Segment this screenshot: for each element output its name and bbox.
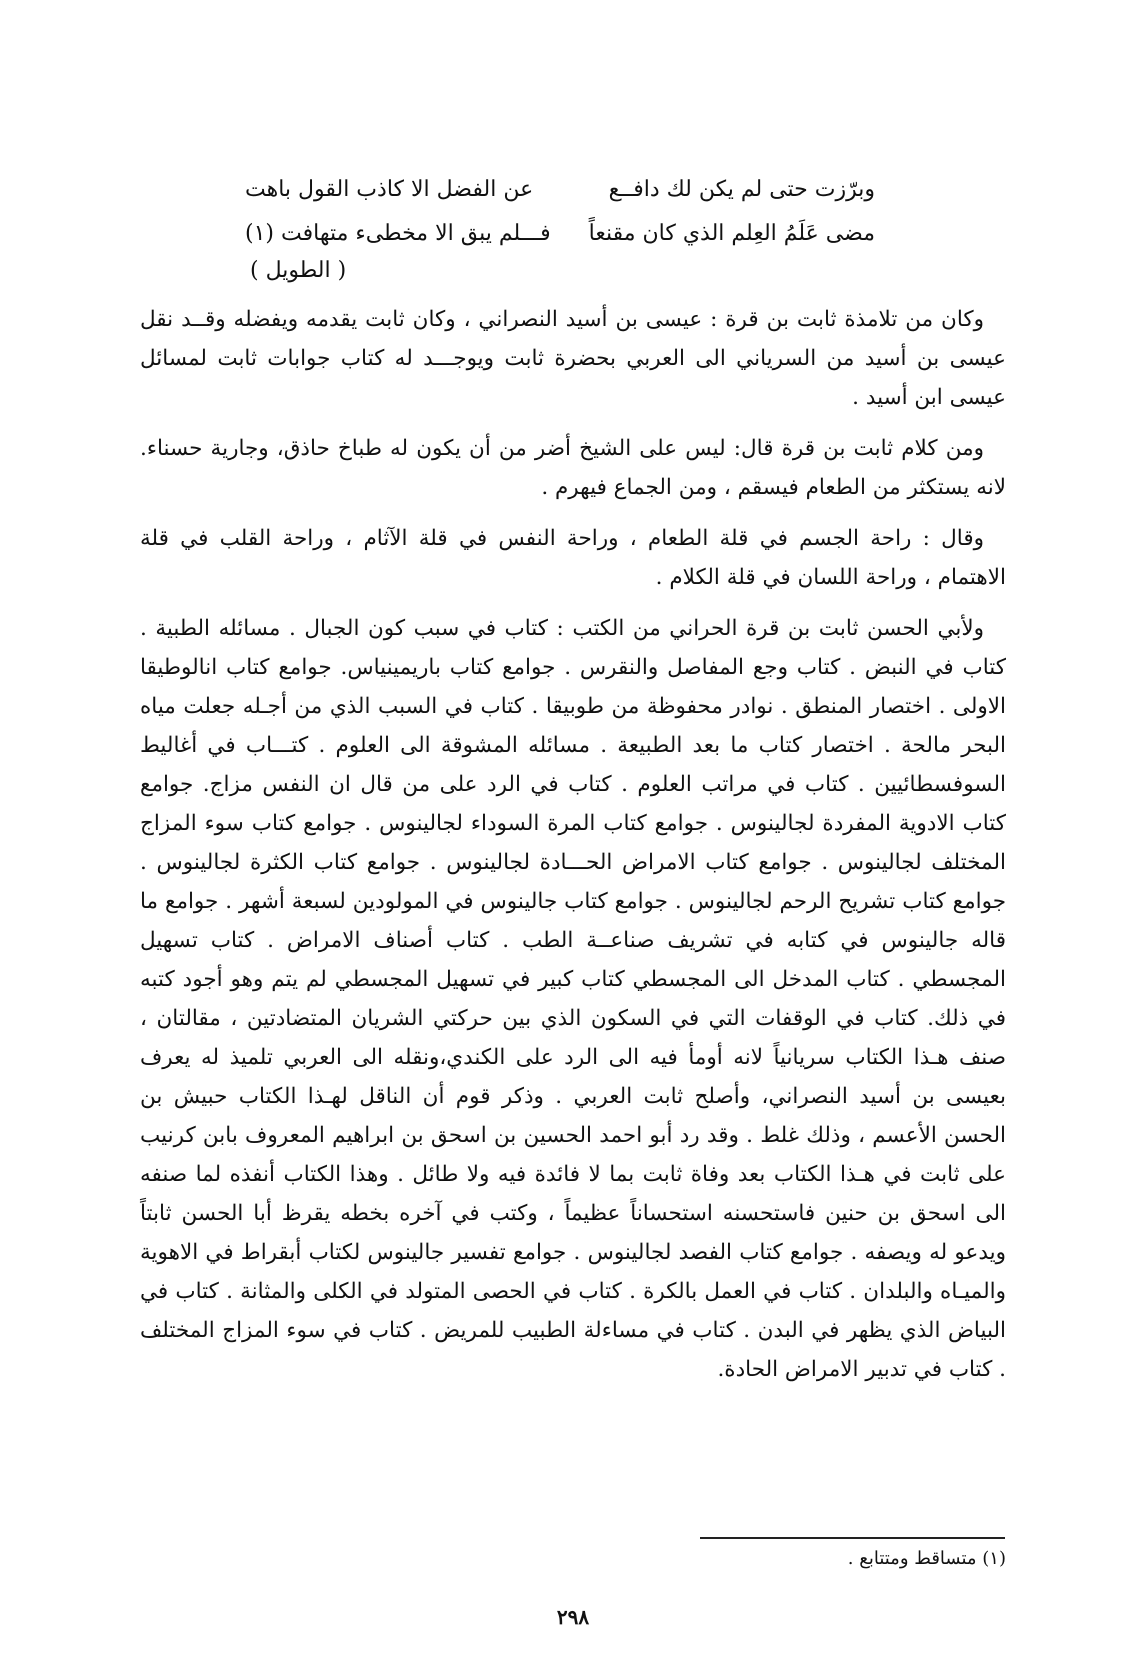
page-number: ٢٩٨ <box>556 1605 590 1629</box>
verse-line-2 <box>245 212 875 256</box>
footnote: (١) متساقط ومتتابع . <box>847 1548 1006 1569</box>
verse-2-second-hemistich: فـــلم يبق الا مخطىء متهافت (١) <box>245 221 551 246</box>
verse-1-first-hemistich: وبرّزت حتى لم يكن لك دافــع <box>608 177 875 202</box>
paragraph-saying-rest: وقال : راحة الجسم في قلة الطعام ، وراحة النفس في قلة الآثام ، وراحة القلب في قلة الاهتمام ، وراحة اللسان في قلة الكلام . <box>140 526 1006 590</box>
verse-line-1 <box>245 168 875 212</box>
footnote-divider <box>700 1537 1005 1539</box>
poem-meter-label: ( الطويل ) <box>250 258 347 283</box>
paragraph-saying-cook: ومن كلام ثابت بن قرة قال: ليس على الشيخ أضر من أن يكون له طباخ حاذق، وجارية حسناء. لانه يستكثر من الطعام فيسقم ، ومن الجماع فيهرم . <box>140 436 1006 500</box>
body-text <box>140 300 1006 1389</box>
verse-1-second-hemistich: عن الفضل الا كاذب القول باهت <box>245 177 534 202</box>
paragraph-students: وكان من تلامذة ثابت بن قرة : عيسى بن أسيد النصراني ، وكان ثابت يقدمه ويفضله وقــد نقل عيسى بن أسيد من السرياني الى العربي بحضرة ثابت ويوجـــد له كتاب جوابات ثابت لمسائل عيسى ابن أسيد . <box>140 307 1006 410</box>
poem-verses <box>245 168 875 256</box>
paragraph-book-list: ولأبي الحسن ثابت بن قرة الحراني من الكتب : كتاب في سبب كون الجبال . مسائله الطبية . كتاب في النبض . كتاب وجع المفاصل والنقرس . جوامع كتاب باريمينياس. جوامع كتاب انالوطيقا الاولى . اختصار المنطق . نوادر محفوظة من طوبيقا . كتاب في السبب الذي من أجـله جعلت مياه البحر مالحة . اختصار كتاب ما بعد الطبيعة . مسائله المشوقة الى العلوم . كتـــاب في أغاليط السوفسطائيين . كتاب في مراتب العلوم . كتاب في الرد على من قال ان النفس مزاج. جوامع كتاب الادوية المفردة لجالينوس . جوامع كتاب المرة السوداء لجالينوس . جوامع كتاب سوء المزاج المختلف لجالينوس . جوامع كتاب الامراض الحـــادة لجالينوس . جوامع كتاب الكثرة لجالينوس . جوامع كتاب تشريح الرحم لجالينوس . جوامع كتاب جالينوس في المولودين لسبعة أشهر . جوامع ما قاله جالينوس في كتابه في تشريف صناعــة الطب . كتاب أصناف الامراض . كتاب تسهيل المجسطي . كتاب المدخل الى المجسطي كتاب كبير في تسهيل المجسطي لم يتم وهو أجود كتبه في ذلك. كتاب في الوقفات التي في السكون الذي بين حركتي الشريان المتضادتين ، مقالتان ، صنف هـذا الكتاب سريانياً لانه أومأ فيه الى الرد على الكندي،ونقله الى العربي تلميذ له يعرف بعيسى بن أسيد النصراني، وأصلح ثابت العربي . وذكر قوم أن الناقل لهـذا الكتاب حبيش بن الحسن الأعسم ، وذلك غلط . وقد رد أبو احمد الحسين بن اسحق بن ابراهيم المعروف بابن كرنيب على ثابت في هـذا الكتاب بعد وفاة ثابت بما لا فائدة فيه ولا طائل . وهذا الكتاب أنفذه لما صنفه الى اسحق بن حنين فاستحسنه استحساناً عظيماً ، وكتب في آخره بخطه يقرظ أبا الحسن ثابتاً ويدعو له ويصفه . جوامع كتاب الفصد لجالينوس . جوامع تفسير جالينوس لكتاب أبقراط في الاهوية والميـاه والبلدان . كتاب في العمل بالكرة . كتاب في الحصى المتولد في الكلى والمثانة . كتاب في البياض الذي يظهر في البدن . كتاب في مساءلة الطبيب للمريض . كتاب في سوء المزاج المختلف . كتاب في تدبير الامراض الحادة. <box>140 616 1006 1382</box>
verse-2-first-hemistich: مضى عَلَمُ العِلم الذي كان مقنعاً <box>588 221 875 246</box>
